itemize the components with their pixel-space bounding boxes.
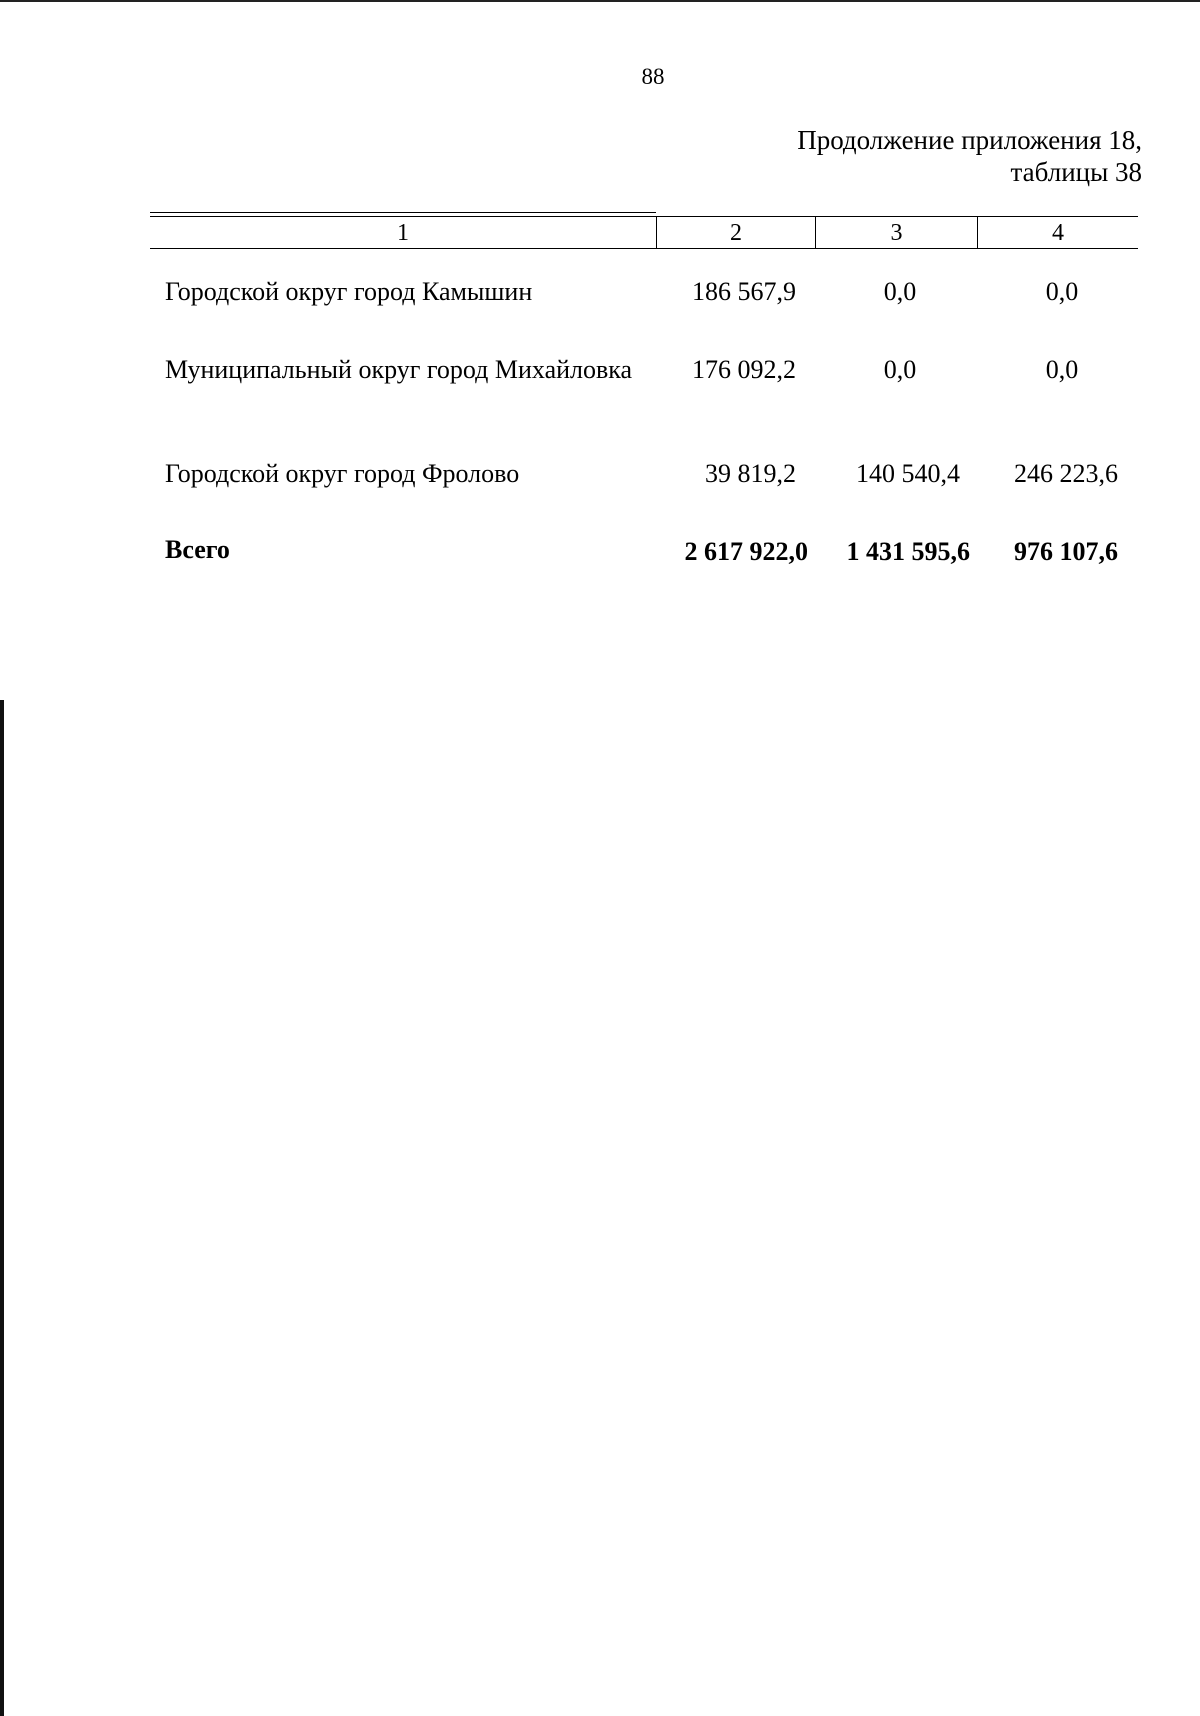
row-name: Городской округ город Фролово: [165, 459, 520, 488]
header-top-rule: [150, 216, 1138, 217]
column-header-4: 4: [1052, 220, 1064, 246]
column-header-1: 1: [397, 220, 409, 246]
page-number: 88: [641, 64, 665, 89]
total-value-col-2: 2 617 922,0: [684, 537, 808, 566]
total-value-col-4: 976 107,6: [1014, 537, 1118, 566]
row-value-col-2: 186 567,9: [692, 277, 796, 306]
row-value-col-3: 140 540,4: [856, 459, 960, 488]
scan-edge-left: [0, 700, 4, 1716]
row-value-col-4: 0,0: [1045, 355, 1079, 384]
column-header-3: 3: [890, 220, 903, 246]
row-value-col-4: 0,0: [1045, 277, 1079, 306]
continuation-line-2: таблицы 38: [1010, 157, 1142, 187]
scan-edge-top: [0, 0, 1200, 2]
row-name: Муниципальный округ город Михайловка: [165, 355, 633, 384]
continuation-note: [797, 124, 1142, 188]
row-value-col-3: 0,0: [883, 355, 917, 384]
continuation-line-1: Продолжение приложения 18,: [797, 125, 1142, 155]
column-header-2: 2: [730, 220, 742, 246]
row-name: Городской округ город Камышин: [165, 277, 533, 306]
row-value-col-2: 39 819,2: [705, 459, 796, 488]
row-value-col-2: 176 092,2: [692, 355, 796, 384]
header-bottom-rule: [150, 248, 1138, 249]
row-value-col-3: 0,0: [883, 277, 917, 306]
row-value-col-4: 246 223,6: [1014, 459, 1118, 488]
header-top-rule-short: [150, 212, 656, 213]
total-label: Всего: [165, 535, 230, 564]
total-value-col-3: 1 431 595,6: [846, 537, 970, 566]
